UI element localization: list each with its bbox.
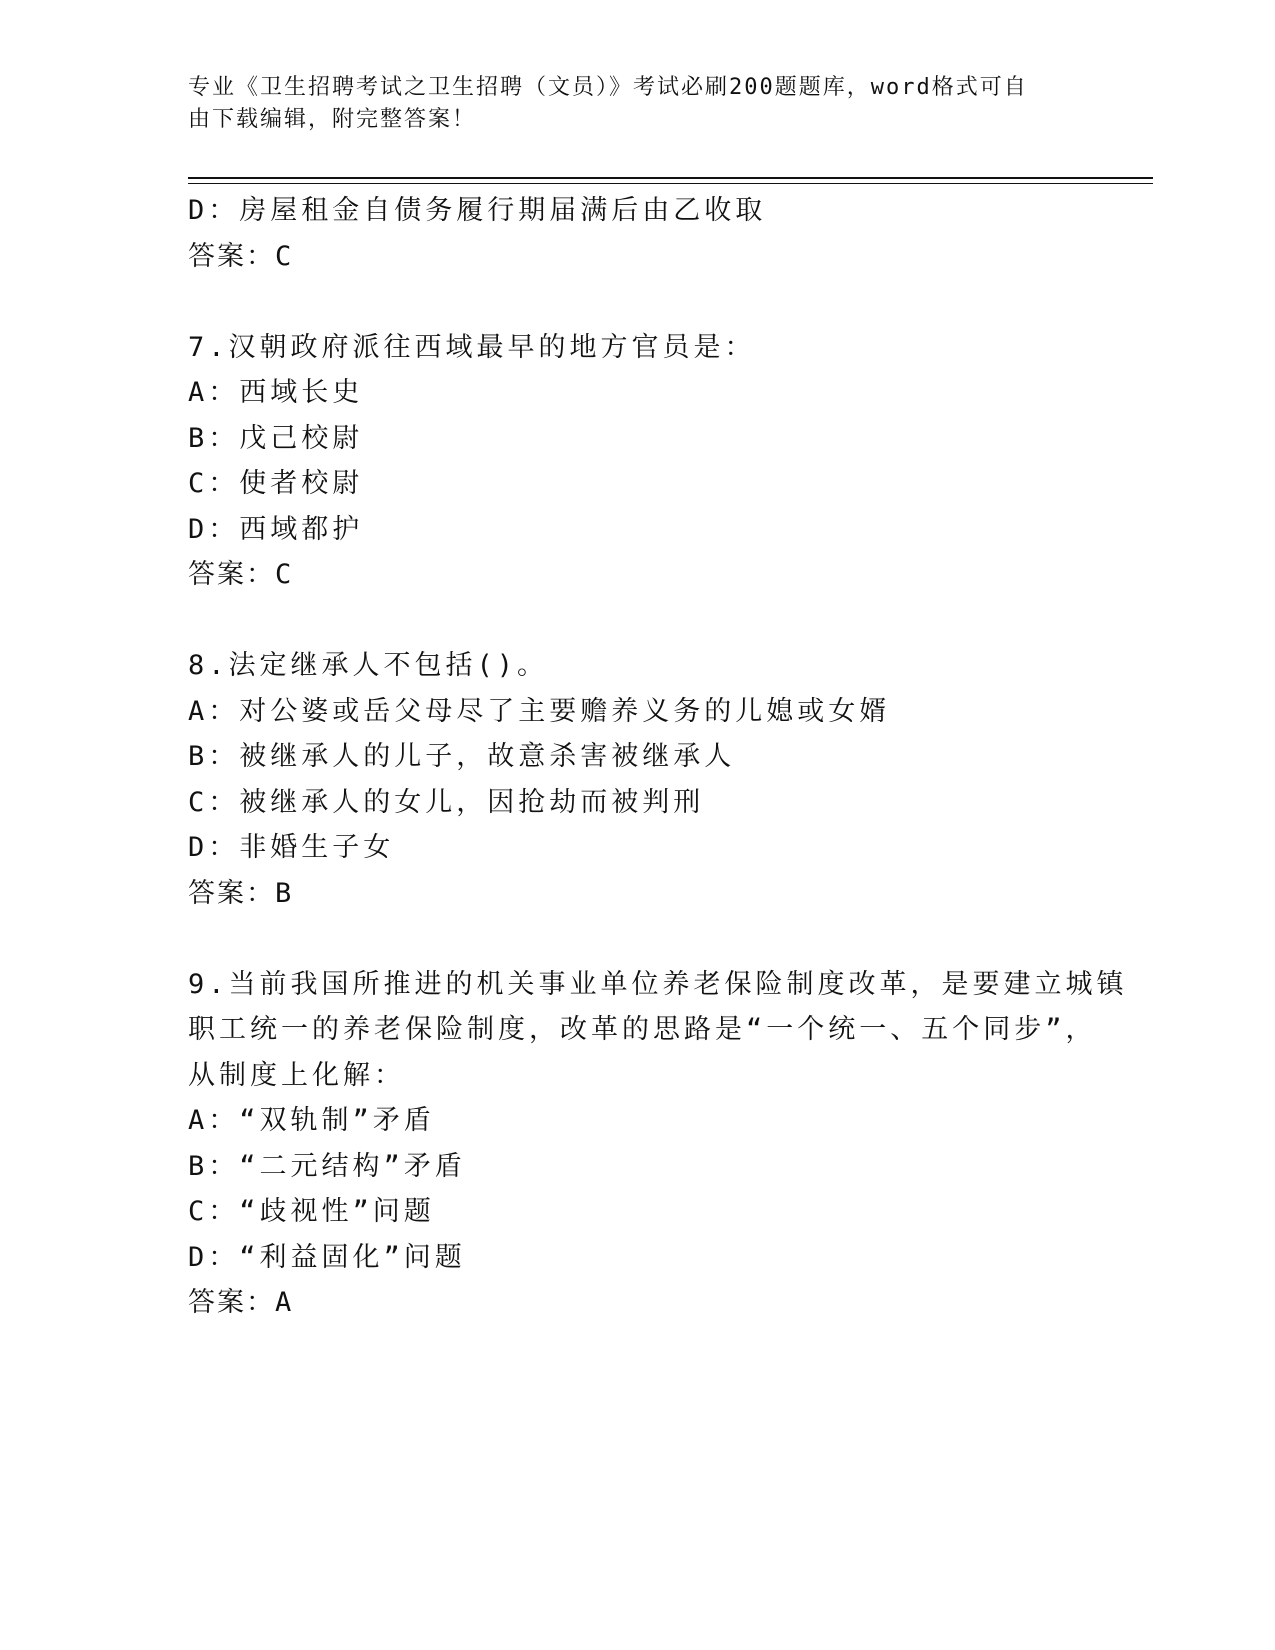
question-stem-line-2: 职工统一的养老保险制度，改革的思路是“一个统一、五个同步”，	[188, 1014, 1097, 1045]
question-6-tail	[188, 188, 1088, 279]
question-8	[188, 643, 1088, 916]
option-d: D：西域都护	[188, 513, 364, 545]
question-9	[188, 962, 1128, 1326]
question-stem: 8.法定继承人不包括()。	[188, 650, 549, 681]
option-a: A：西域长史	[188, 377, 364, 408]
question-stem: 7.汉朝政府派往西域最早的地方官员是：	[188, 331, 756, 363]
option-c: C：“歧视性”问题	[188, 1196, 435, 1227]
option-d: D：非婚生子女	[188, 832, 395, 863]
option-d: D：“利益固化”问题	[188, 1241, 466, 1273]
spacer	[188, 598, 1088, 644]
option-a: A：对公婆或岳父母尽了主要赡养义务的儿媳或女婿	[188, 695, 891, 727]
option-b: B：被继承人的儿子，故意杀害被继承人	[188, 741, 736, 772]
answer-line: 答案：C	[188, 559, 294, 590]
spacer	[188, 279, 1088, 325]
option-c: C：使者校尉	[188, 468, 364, 499]
question-7	[188, 325, 1088, 598]
answer-line: 答案：C	[188, 240, 294, 272]
option-a: A：“双轨制”矛盾	[188, 1105, 435, 1136]
option-d: D：房屋租金自债务履行期届满后由乙收取	[188, 195, 767, 226]
document-body	[188, 188, 1128, 1326]
header-line-1: 专业《卫生招聘考试之卫生招聘（文员）》考试必刷200题题库，word格式可自	[188, 75, 1028, 100]
header-divider-thick	[188, 177, 1153, 179]
spacer	[188, 916, 1088, 962]
answer-line: 答案：A	[188, 1287, 294, 1318]
header-divider-thin	[188, 183, 1153, 184]
header-line-2: 由下载编辑，附完整答案！	[188, 107, 477, 132]
option-b: B：戊己校尉	[188, 422, 364, 454]
option-b: B：“二元结构”矛盾	[188, 1150, 466, 1182]
question-stem-line-1: 9.当前我国所推进的机关事业单位养老保险制度改革，是要建立城镇	[188, 968, 1128, 1000]
option-c: C：被继承人的女儿，因抢劫而被判刑	[188, 786, 705, 818]
document-header	[188, 72, 1068, 136]
answer-line: 答案：B	[188, 877, 294, 909]
question-stem-line-3: 从制度上化解：	[188, 1059, 405, 1091]
